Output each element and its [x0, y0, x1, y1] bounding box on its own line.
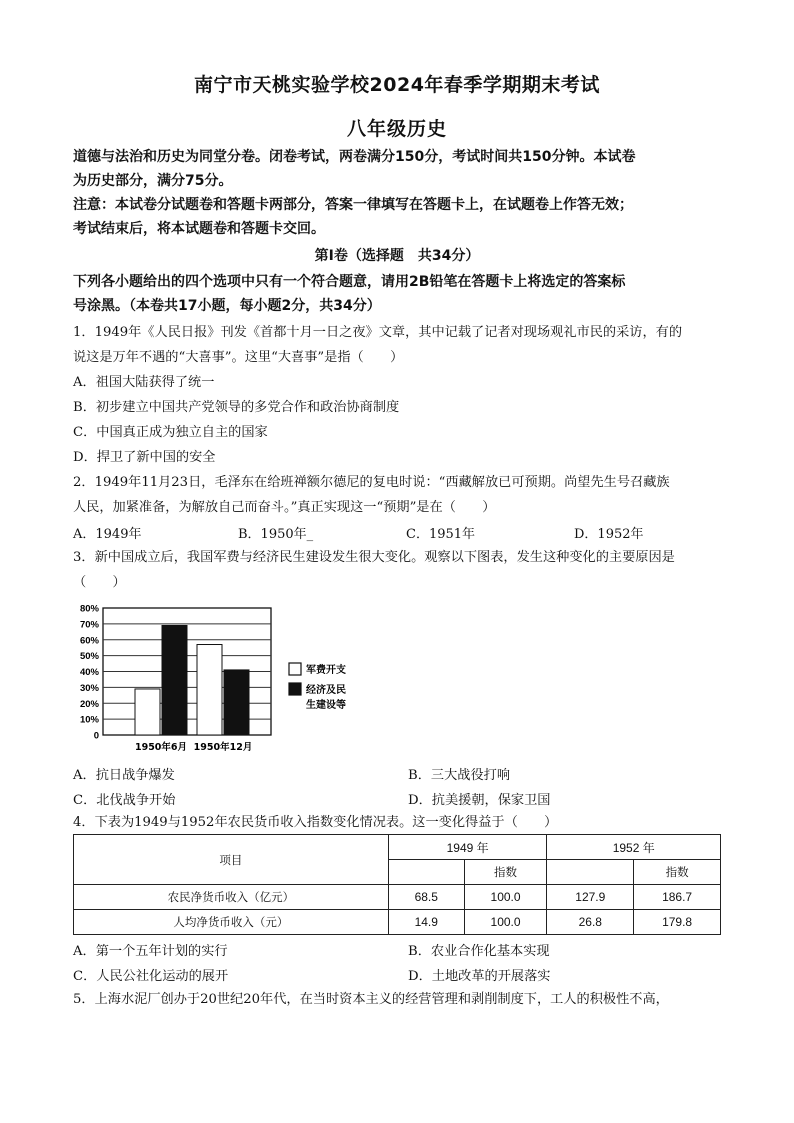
question-2: [73, 470, 723, 520]
bar-chart: [73, 598, 373, 758]
legend-swatch-military: [289, 663, 301, 675]
intro-line: 道德与法治和历史为同堂分卷。闭卷考试，两卷满分150分，考试时间共150分钟。本试卷: [73, 149, 636, 165]
table-cell: 100.0: [464, 910, 547, 935]
option-c: C．1951年: [406, 527, 476, 542]
table-row: [74, 885, 721, 910]
question-stem: （ ）: [73, 575, 126, 590]
question-4: [73, 810, 723, 835]
table-header-year: 1949 年: [388, 835, 547, 860]
table-cell: 14.9: [388, 910, 464, 935]
instruction-line: 号涂黑。（本卷共17小题，每小题2分，共34分）: [73, 298, 381, 314]
y-tick-label: 70%: [79, 619, 99, 631]
y-tick-label: 60%: [79, 635, 99, 647]
bar-military: [197, 645, 222, 735]
chart-legend: [289, 663, 346, 711]
option-a: A．1949年: [73, 527, 142, 542]
table-cell: 100.0: [464, 885, 547, 910]
instruction-line: 下列各小题给出的四个选项中只有一个符合题意，请用2B铅笔在答题卡上将选定的答案标: [73, 274, 626, 290]
option-b: B．初步建立中国共产党领导的多党合作和政治协商制度: [73, 400, 400, 415]
question-stem: 2．1949年11月23日，毛泽东在给班禅额尔德尼的复电时说：“西藏解放已可预期。尚望先生号召藏族: [73, 475, 670, 490]
y-tick-label: 80%: [79, 603, 99, 615]
bar-economy: [162, 625, 187, 735]
table-cell: 68.5: [388, 885, 464, 910]
notice-line: 注意：本试卷分试题卷和答题卡两部分，答案一律填写在答题卡上，在试题卷上作答无效；: [73, 197, 633, 213]
table-header-year: 1952 年: [547, 835, 721, 860]
bar-military: [135, 689, 160, 735]
option-a: A．祖国大陆获得了统一: [73, 375, 215, 390]
legend-label-economy: 经济及民: [306, 685, 346, 696]
notice-line: 考试结束后，将本试题卷和答题卡交回。: [73, 221, 325, 237]
table-cell: 179.8: [634, 910, 721, 935]
table-cell: 26.8: [547, 910, 634, 935]
x-tick-label: 1950年12月: [193, 742, 253, 753]
table-subheader: 指数: [634, 860, 721, 885]
y-tick-label: 20%: [79, 698, 99, 710]
table-subheader: 指数: [464, 860, 547, 885]
option-c: C．人民公社化运动的展开: [73, 969, 229, 984]
question-stem: 1．1949年《人民日报》刊发《首都十月一日之夜》文章，其中记载了记者对现场观礼市民的采访，有的: [73, 325, 683, 340]
question-stem: 说这是万年不遇的“大喜事”。这里“大喜事”是指（ ）: [73, 350, 404, 365]
question-stem: 5．上海水泥厂创办于20世纪20年代，在当时资本主义的经营管理和剥削制度下，工人的积极性不高，: [73, 992, 669, 1007]
y-tick-label: 10%: [79, 714, 99, 726]
option-a: A．第一个五年计划的实行: [73, 944, 228, 959]
y-tick-label: 0: [93, 730, 99, 742]
question-stem: 4．下表为1949与1952年农民货币收入指数变化情况表。这一变化得益于（ ）: [73, 815, 558, 830]
option-c: C．北伐战争开始: [73, 793, 176, 808]
option-b: B．1950年_: [238, 527, 314, 542]
option-d: D．土地改革的开展落实: [408, 969, 551, 984]
y-tick-label: 30%: [79, 682, 99, 694]
question-stem: 人民，加紧准备，为解放自己而奋斗。”真正实现这一“预期”是在（ ）: [73, 500, 496, 515]
option-d: D．抗美援朝，保家卫国: [408, 793, 551, 808]
legend-label-military: 军费开支: [306, 665, 346, 676]
table-cell-label: 人均净货币收入（元）: [74, 910, 389, 935]
option-b: B．农业合作化基本实现: [408, 944, 550, 959]
income-table: [73, 834, 721, 935]
chart-bars: [135, 625, 249, 735]
y-tick-label: 50%: [79, 651, 99, 663]
table-cell: 186.7: [634, 885, 721, 910]
section-title: 第Ⅰ卷（选择题 共34分）: [314, 248, 480, 264]
exam-title: 南宁市天桃实验学校2024年春季学期期末考试: [194, 74, 600, 96]
exam-subtitle: 八年级历史: [346, 118, 447, 140]
table-cell-label: 农民净货币收入（亿元）: [74, 885, 389, 910]
table-subheader: [547, 860, 634, 885]
option-c: C．中国真正成为独立自主的国家: [73, 425, 268, 440]
legend-label-economy-line2: 生建设等: [306, 700, 346, 711]
table-row: [74, 910, 721, 935]
intro-line: 为历史部分，满分75分。: [73, 173, 233, 189]
option-d: D．1952年: [574, 527, 644, 542]
table-subheader: [388, 860, 464, 885]
table-header-item: 项目: [74, 835, 389, 885]
bar-economy: [224, 670, 249, 735]
legend-swatch-economy: [289, 683, 301, 695]
option-d: D．捍卫了新中国的安全: [73, 450, 216, 465]
table-cell: 127.9: [547, 885, 634, 910]
option-a: A．抗日战争爆发: [73, 768, 175, 783]
question-stem: 3．新中国成立后，我国军费与经济民生建设发生很大变化。观察以下图表，发生这种变化的主要原因是: [73, 550, 675, 565]
question-3: [73, 545, 723, 595]
option-b: B．三大战役打响: [408, 768, 511, 783]
question-1: [73, 320, 723, 470]
table-header-row: [74, 835, 721, 860]
y-tick-label: 40%: [79, 667, 99, 678]
question-5: [73, 987, 723, 1012]
x-tick-label: 1950年6月: [134, 742, 188, 753]
section-instructions: [73, 270, 723, 318]
intro-text: [73, 145, 723, 241]
